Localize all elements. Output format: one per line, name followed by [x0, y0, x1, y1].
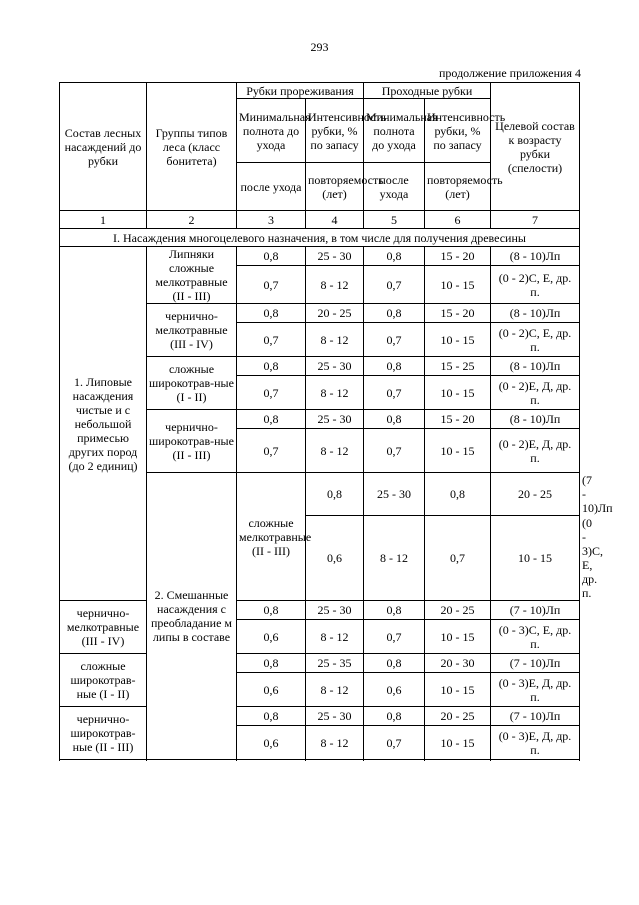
repeat-thinning-cell: 8 - 12	[364, 516, 425, 601]
repeat-thinning-cell: 8 - 12	[306, 266, 364, 304]
min-density-thinning-cell: 0,8	[306, 473, 364, 516]
repeat-passing-cell: 10 - 15	[425, 673, 491, 707]
target-composition-cell: (0 - 2)Е, Д, др. п.	[491, 429, 580, 473]
repeat-passing-cell: 10 - 15	[425, 429, 491, 473]
header-min-density-passing: Минимальная полнота до ухода	[364, 99, 425, 163]
target-composition-cell: (8 - 10)Лп	[491, 247, 580, 266]
target-composition-cell: (7 - 10)Лп	[491, 601, 580, 620]
section-title: I. Насаждения многоцелевого назначения, в том числе для получения древесины	[60, 229, 580, 247]
header-thinning: Рубки прореживания	[237, 83, 364, 99]
target-composition-cell: (7 - 10)Лп	[491, 654, 580, 673]
after-care-thinning-cell: 0,7	[237, 323, 306, 357]
min-density-thinning-cell: 0,8	[237, 410, 306, 429]
forest-type-cell: чернично-мелкотравные (III - IV)	[60, 601, 147, 654]
intensity-passing-cell: 15 - 20	[425, 304, 491, 323]
target-composition-cell: (0 - 2)С, Е, др. п.	[491, 266, 580, 304]
after-care-passing-cell: 0,7	[364, 376, 425, 410]
min-density-passing-cell: 0,8	[364, 654, 425, 673]
after-care-passing-cell: 0,7	[364, 429, 425, 473]
forest-type-cell: сложные широкотрав-ные (I - II)	[60, 654, 147, 707]
repeat-thinning-cell: 8 - 12	[306, 323, 364, 357]
repeat-passing-cell: 10 - 15	[425, 726, 491, 760]
min-density-passing-cell: 0,8	[364, 304, 425, 323]
header-composition: Состав лесных насаждений до рубки	[60, 83, 147, 211]
target-composition-cell: (8 - 10)Лп	[491, 304, 580, 323]
after-care-passing-cell: 0,7	[425, 516, 491, 601]
after-care-passing-cell: 0,7	[364, 323, 425, 357]
intensity-thinning-cell: 25 - 30	[306, 601, 364, 620]
after-care-thinning-cell: 0,6	[306, 516, 364, 601]
intensity-thinning-cell: 20 - 25	[306, 304, 364, 323]
header-repeat-passing: повторяемость (лет)	[425, 163, 491, 211]
header-repeat-thinning: повторяемость (лет)	[306, 163, 364, 211]
target-composition-cell: (0 - 3)С, Е, др. п.	[491, 620, 580, 654]
forest-type-cell: сложные мелкотравные (II - III)	[237, 473, 306, 601]
after-care-thinning-cell: 0,7	[237, 376, 306, 410]
intensity-passing-cell: 20 - 25	[425, 707, 491, 726]
repeat-passing-cell: 10 - 15	[425, 323, 491, 357]
repeat-passing-cell: 10 - 15	[425, 376, 491, 410]
intensity-thinning-cell: 25 - 30	[306, 707, 364, 726]
after-care-passing-cell: 0,7	[364, 620, 425, 654]
target-composition-cell: (0 - 2)С, Е, др. п.	[491, 323, 580, 357]
min-density-thinning-cell: 0,8	[237, 654, 306, 673]
intensity-thinning-cell: 25 - 30	[306, 410, 364, 429]
min-density-thinning-cell: 0,8	[237, 357, 306, 376]
after-care-thinning-cell: 0,6	[237, 620, 306, 654]
intensity-passing-cell: 20 - 30	[425, 654, 491, 673]
repeat-thinning-cell: 8 - 12	[306, 376, 364, 410]
repeat-passing-cell: 10 - 15	[425, 266, 491, 304]
forest-type-cell: чернично-мелкотравные (III - IV)	[147, 304, 237, 357]
header-after-care-passing: после ухода	[364, 163, 425, 211]
page-number: 293	[310, 40, 329, 54]
after-care-passing-cell: 0,7	[364, 726, 425, 760]
column-numbers-row	[60, 211, 580, 229]
column-number: 4	[306, 211, 364, 229]
min-density-passing-cell: 0,8	[425, 473, 491, 516]
intensity-passing-cell: 15 - 20	[425, 410, 491, 429]
intensity-thinning-cell: 25 - 30	[306, 357, 364, 376]
column-number: 5	[364, 211, 425, 229]
intensity-passing-cell: 20 - 25	[491, 473, 580, 516]
target-composition-cell: (0 - 3)Е, Д, др. п.	[491, 726, 580, 760]
intensity-passing-cell: 15 - 25	[425, 357, 491, 376]
header-forest-groups: Группы типов леса (класс бонитета)	[147, 83, 237, 211]
target-composition-cell: (8 - 10)Лп	[491, 410, 580, 429]
target-composition-cell: (0 - 2)Е, Д, др. п.	[491, 376, 580, 410]
min-density-thinning-cell: 0,8	[237, 247, 306, 266]
min-density-thinning-cell: 0,8	[237, 707, 306, 726]
target-composition-cell: (0 - 3)Е, Д, др. п.	[491, 673, 580, 707]
repeat-thinning-cell: 8 - 12	[306, 726, 364, 760]
intensity-passing-cell: 20 - 25	[425, 601, 491, 620]
repeat-thinning-cell: 8 - 12	[306, 429, 364, 473]
after-care-passing-cell: 0,7	[364, 266, 425, 304]
repeat-passing-cell: 10 - 15	[425, 620, 491, 654]
header-after-care-thinning: после ухода	[237, 163, 306, 211]
intensity-thinning-cell: 25 - 35	[306, 654, 364, 673]
after-care-passing-cell: 0,6	[364, 673, 425, 707]
header-intensity-thinning: Интенсивность рубки, % по запасу	[306, 99, 364, 163]
intensity-passing-cell: 15 - 20	[425, 247, 491, 266]
intensity-thinning-cell: 25 - 30	[364, 473, 425, 516]
after-care-thinning-cell: 0,7	[237, 429, 306, 473]
column-number: 2	[147, 211, 237, 229]
min-density-thinning-cell: 0,8	[237, 304, 306, 323]
composition-cell: 2. Смешанные насаждения с преобладание м липы в составе	[147, 473, 237, 760]
after-care-thinning-cell: 0,6	[237, 673, 306, 707]
forest-type-cell: чернично-широкотрав-ные (II - III)	[147, 410, 237, 473]
header-min-density-thinning: Минимальная полнота до ухода	[237, 99, 306, 163]
after-care-thinning-cell: 0,7	[237, 266, 306, 304]
min-density-passing-cell: 0,8	[364, 601, 425, 620]
min-density-passing-cell: 0,8	[364, 247, 425, 266]
column-number: 1	[60, 211, 147, 229]
min-density-passing-cell: 0,8	[364, 357, 425, 376]
repeat-passing-cell: 10 - 15	[491, 516, 580, 601]
header-passing-cuts: Проходные рубки	[364, 83, 491, 99]
continuation-note: продолжение приложения 4	[439, 66, 581, 80]
min-density-thinning-cell: 0,8	[237, 601, 306, 620]
header-target-composition: Целевой состав к возрасту рубки (спелости)	[491, 83, 580, 211]
repeat-thinning-cell: 8 - 12	[306, 620, 364, 654]
target-composition-cell: (7 - 10)Лп	[491, 707, 580, 726]
repeat-thinning-cell: 8 - 12	[306, 673, 364, 707]
header-intensity-passing: Интенсивность рубки, % по запасу	[425, 99, 491, 163]
forest-type-cell: Липняки сложные мелкотравные (II - III)	[147, 247, 237, 304]
after-care-thinning-cell: 0,6	[237, 726, 306, 760]
column-number: 6	[425, 211, 491, 229]
composition-cell: 1. Липовые насаждения чистые и с небольшой примесью других пород (до 2 единиц)	[60, 247, 147, 601]
forest-type-cell: чернично-широкотрав-ные (II - III)	[60, 707, 147, 760]
column-number: 7	[491, 211, 580, 229]
min-density-passing-cell: 0,8	[364, 707, 425, 726]
target-composition-cell: (8 - 10)Лп	[491, 357, 580, 376]
forest-thinning-table: Состав лесных насаждений до рубки Группы типов леса (класс бонитета) Рубки прореживания Проходные рубки Целевой состав к возрасту рубки (спелости) Минимальная полнота до ухода Интенсивность рубки, % по запасу Минимальная полнота до ухода Интенсивность рубки, % по запасу после ухода повторяемость (лет) после ухода повторяемость (лет) 1 2 3 4 5 6 7 I. Насаждения многоцелевого назначения, в том числе для получения древесины 1. Липовые насаждения чистые и с небольшой примесью других пород (до 2 единиц) Липняки сложные мелкотравные (II - III) 0,8 25 - 30 0,8 15 - 20 (8 - 10)Лп 0,7 8 - 12 0,7 10 - 15 (0 - 2)С, Е, др. п. чернично-мелкотравные (III - IV) 0,8 20 - 25 0,8 15 - 20 (8 - 10)Лп 0,7 8 - 12 0,7 10 - 15 (0 - 2)С, Е, др. п. сложные широкотрав-ные (I - II) 0,8 25 - 30 0,8 15 - 25 (8 - 10)Лп 0,7 8 - 12 0,7 10 - 15 (0 - 2)Е, Д, др. п. чернично-широкотрав-ные (II - III) 0,8 25 - 30 0,8 15 - 20 (8 - 10)Лп 0,7 8 - 12 0,7 10 - 15 (0 - 2)Е, Д, др. п. 2. Смешанные насаждения с преобладание м липы в составе сложные мелкотравные (II - III) 0,8 25 - 30 0,8 20 - 25 (7 - 10)Лп 0,6 8 - 12 0,7 10 - 15 (0 - 3)С, Е, др. п. чернично-мелкотравные (III - IV) 0,8 25 - 30 0,8 20 - 25 (7 - 10)Лп 0,6 8 - 12 0,7 10 - 15 (0 - 3)С, Е, др. п. сложные широкотрав-ные (I - II) 0,8 25 - 35 0,8 20 - 30 (7 - 10)Лп 0,6 8 - 12 0,6 10 - 15 (0 - 3)Е, Д, др. п. чернично-широкотрав-ные (II - III) 0,8 25 - 30 0,8 20 - 25 (7 - 10)Лп 0,6 8 - 12 0,7 10 - 15 (0 - 3)Е, Д, др. п.	[59, 82, 580, 760]
intensity-thinning-cell: 25 - 30	[306, 247, 364, 266]
min-density-passing-cell: 0,8	[364, 410, 425, 429]
forest-type-cell: сложные широкотрав-ные (I - II)	[147, 357, 237, 410]
column-number: 3	[237, 211, 306, 229]
